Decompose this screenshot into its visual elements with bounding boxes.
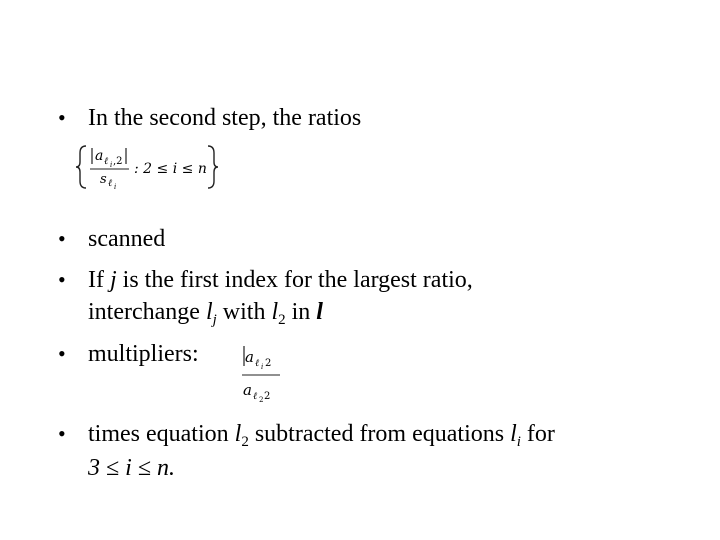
bullet-text-largest-ratio: If j is the first index for the largest ratio,: [88, 267, 473, 293]
mult-den-a: a: [243, 381, 252, 399]
bullet-marker: •: [58, 341, 66, 366]
bullet-marker: •: [58, 421, 66, 446]
svg-text:,2: ,2: [113, 156, 123, 167]
bullet-text-scanned: scanned: [88, 226, 166, 252]
den-s: s: [100, 172, 107, 187]
num-a: a: [95, 148, 104, 164]
svg-text:ℓ: ℓ: [255, 358, 260, 369]
svg-text:ℓ: ℓ: [104, 156, 109, 167]
svg-text:2: 2: [265, 358, 272, 369]
svg-text:i: i: [110, 161, 113, 169]
bullet-marker: •: [58, 267, 66, 292]
bullet-text-interchange: interchange $l_j$ with $l_2$ in l: [88, 299, 323, 328]
left-brace: [76, 146, 86, 188]
svg-text:2: 2: [264, 391, 271, 402]
bullet-text-range: 3 ≤ i ≤ n.: [88, 455, 176, 481]
bullet-marker: •: [58, 226, 66, 251]
multiplier-formula: [234, 343, 286, 405]
ratio-condition: : 2 ≤ i ≤ n: [134, 161, 207, 177]
svg-text:i: i: [261, 363, 264, 371]
svg-text:i: i: [114, 183, 117, 191]
bullet-text-times-equation: times equation $l_2$ subtracted from equations $l_i$ for: [88, 421, 555, 450]
ratio-set-formula: [74, 143, 224, 191]
svg-text:2: 2: [259, 396, 264, 404]
bullet-text-multipliers: multipliers:: [88, 341, 199, 367]
mult-num-a: a: [245, 348, 254, 366]
right-brace: [208, 146, 218, 188]
bullet-marker: •: [58, 105, 66, 130]
bullet-text-ratios: In the second step, the ratios: [88, 105, 362, 131]
svg-text:ℓ: ℓ: [108, 178, 113, 189]
svg-text:ℓ: ℓ: [253, 391, 258, 402]
